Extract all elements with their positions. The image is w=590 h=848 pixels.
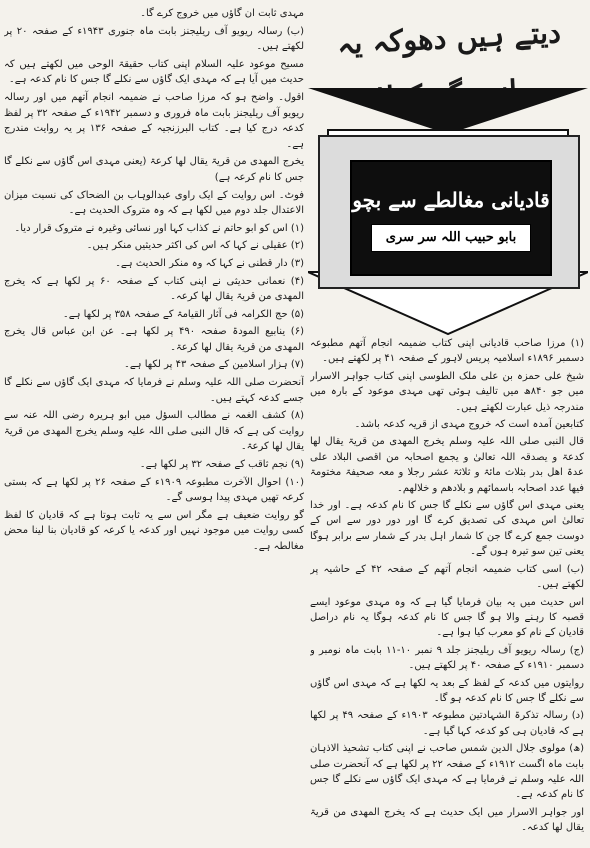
- paragraph: (ب) اسی کتاب ضمیمہ انجام آتھم کے صفحہ ۴۲ کے حاشیہ پر لکھتے ہیں۔: [310, 563, 584, 591]
- paragraph: (۲) عقیلی نے کہا کہ اس کی اکثر حدیثیں منکر ہیں۔: [86, 240, 304, 252]
- banner-author: بابو حبیب اللہ سر سری: [371, 224, 531, 252]
- arrow-head-top: [308, 88, 588, 134]
- paragraph: یخرج المھدی من قریۃ یقال لھا کرعۃ (یعنی مہدی اس گاؤں سے نکلے گا جس کا نام کرعہ ہے): [4, 156, 304, 183]
- paragraph: شیخ علی حمزہ بن علی ملک الطوسی اپنی کتاب جواہر الاسرار میں جو ۸۴۰ھ میں تالیف ہوئی تھی مہدی موعود کے بارہ میں مندرجہ ذیل عبارت لکھتے ہیں۔: [310, 370, 584, 413]
- paragraph: یعنی مہدی اس گاؤں سے نکلے گا جس کا نام کدعہ ہے۔ اور خدا تعالیٰ اس مہدی کی تصدیق کرے گا اور دور دور سے اس کے دوست جمع کرے گا جن کا شمار اہل بدر کے شمار سے برابر ہوگا یعنی تین سو تیرہ ہوں گے۔: [310, 500, 584, 558]
- paragraph: (۵) حج الکرامہ فی آثار القیامۃ کے صفحہ ۳۵۸ پر لکھا ہے۔: [62, 308, 304, 320]
- paragraph: روایتوں میں کدعہ کے لفظ کے بعد یہ لکھا ہے کہ مہدی اس گاؤں سے نکلے گا جس کا نام کدعہ ہو گا۔: [310, 677, 584, 704]
- paragraph: (۳) دار قطنی نے کہا کہ وہ منکر الحدیث ہے۔: [115, 257, 304, 269]
- paragraph: (۶) ینابیع المودۃ صفحہ ۴۹۰ پر لکھا ہے۔ عن ابن عباس قال یخرج المھدی من قریۃ یقال لھا کرعۃ۔: [4, 326, 304, 353]
- paragraph: اقول۔ واضح ہو کہ مرزا صاحب نے ضمیمہ انجام آتھم میں اور رسالہ ریویو آف ریلیجنز بابت ماہ فروری و دسمبر ۱۹۴۲ء کے صفحہ ۳۲ پر لفظ کدعہ درج کیا ہے۔ کتاب البرزنجیہ کے صفحہ ۱۳۶ پر یہ روایت مندرج ہے۔: [4, 91, 304, 150]
- paragraph: آنحضرت صلی اللہ علیہ وسلم نے فرمایا کہ مہدی ایک گاؤں سے نکلے گا جسے کدعہ کہتے ہیں۔: [4, 377, 304, 404]
- paragraph: (ھ) مولوی جلال الدین شمس صاحب نے اپنی کتاب تشحیذ الاذہان بابت ماہ اگست ۱۹۱۲ء کے صفحہ ۲۲ پر لکھا ہے کہ آنحضرت صلی اللہ علیہ وسلم نے فرمایا ہے کہ مہدی ایک گاؤں سے نکلے گا جس کا نام کدعہ ہے۔: [310, 743, 584, 801]
- paragraph: (۱) اس کو ابو حاتم نے کذاب کہا اور نسائی وغیرہ نے متروک قرار دیا۔: [14, 222, 304, 234]
- paragraph: (۷) ہزار اسلامین کے صفحہ ۴۳ پر لکھا ہے۔: [123, 359, 304, 371]
- paragraph: مسیح موعود علیہ السلام اپنی کتاب حقیقۃ الوحی میں لکھتے ہیں کہ حدیث میں آیا ہے کہ مہدی ایک گاؤں سے نکلے گا جس کا نام کدعہ ہے۔: [4, 58, 304, 86]
- paragraph: (۱) مرزا صاحب قادیانی اپنی کتاب ضمیمہ انجام آتھم مطبوعہ دسمبر ۱۸۹۶ء اسلامیہ پریس لاہور کے صفحہ ۴۱ پر لکھتے ہیں۔: [310, 338, 584, 365]
- headline: دیتے ہیں دھوکہ یہ: [336, 15, 562, 61]
- paragraph: (ج) رسالہ ریویو آف ریلیجنز جلد ۹ نمبر ۱۰-۱۱ بابت ماہ نومبر و دسمبر ۱۹۱۰ء کے صفحہ ۴۰ پر لکھتے ہیں۔: [310, 644, 584, 672]
- paragraph: اور جواہر الاسرار میں ایک حدیث ہے کہ یخرج المھدی من قریۃ یقال لھا کدعہ۔: [310, 806, 584, 834]
- title-banner: [350, 160, 552, 276]
- paragraph: مہدی ثابت ان گاؤں میں خروج کرے گا۔: [140, 8, 304, 19]
- paragraph: (ب) رسالہ ریویو آف ریلیجنز بابت ماہ جنوری ۱۹۴۳ء کے صفحہ ۲۰ پر لکھتے ہیں۔: [4, 25, 304, 53]
- paragraph: قال النبی صلی اللہ علیہ وسلم یخرج المھدی من قریۃ یقال لھا کدعۃ و یصدقہ اللہ تعالیٰ و یجمع اصحابہ من اقصی البلاد علی عدۃ اھل بدر بثلاث مائۃ و ثلاثۃ عشر رجلا و معہ صحیفۃ مختومۃ فیھا عدد اصحابہ باسمائھم و بلادھم و خلالھم۔: [310, 436, 584, 494]
- left-article-column: [4, 6, 304, 846]
- banner-title: قادیانی مغالطے سے بچو: [352, 188, 550, 212]
- paragraph: (۸) کشف الغمہ نے مطالب السؤل میں ابو ہریرہ رضی اللہ عنہ سے روایت کی ہے کہ قال النبی صلی اللہ علیہ وسلم یخرج المھدی من قریۃ یقال لھا کرعۃ۔: [4, 410, 304, 453]
- paragraph: (۹) نجم ثاقب کے صفحہ ۳۲ پر لکھا ہے۔: [139, 459, 304, 471]
- paragraph: (۱۰) احوال الآخرت مطبوعہ ۱۹۰۹ء کے صفحہ ۲۶ پر لکھا ہے کہ بستی کرعہ تھیں مہدی پیدا ہوسی گے۔: [4, 476, 304, 504]
- paragraph: فوٹ۔ اس روایت کے ایک راوی عبدالوہاب بن الضحاک کی نسبت میزان الاعتدال جلد دوم میں لکھا ہے کہ وہ متروک الحدیث ہے۔: [4, 189, 304, 217]
- paragraph: گو روایت ضعیف ہے مگر اس سے یہ ثابت ہوتا ہے کہ قادیان کا لفظ کسی روایت میں موجود نہیں اور کدعہ یا کرعہ کو قادیان بنا لینا محض مغالطہ ہے۔: [4, 509, 304, 552]
- paragraph: (۴) نعمانی حدیثی نے اپنی کتاب کے صفحہ ۶۰ پر لکھا ہے کہ یخرج المھدی من قریۃ یقال لھا کرعہ۔: [4, 275, 304, 303]
- paragraph: کتابعین آمدہ است کہ خروج مہدی از قریہ کدعہ باشد۔: [354, 419, 584, 431]
- paragraph: (د) رسالہ تذکرۃ الشہادتین مطبوعہ ۱۹۰۳ء کے صفحہ ۴۹ پر لکھا ہے کہ قادیان ہی کو کدعہ کہا گیا ہے۔: [310, 710, 584, 737]
- paragraph: اس حدیث میں یہ بیان فرمایا گیا ہے کہ وہ مہدی موعود ایسے قصبہ کا رہنے والا ہو گا جس کا نام کدعہ ہوگا یہ نام دراصل قادیان کے نام کو معرب کیا ہوا ہے۔: [310, 596, 584, 639]
- right-article-column: [310, 336, 584, 844]
